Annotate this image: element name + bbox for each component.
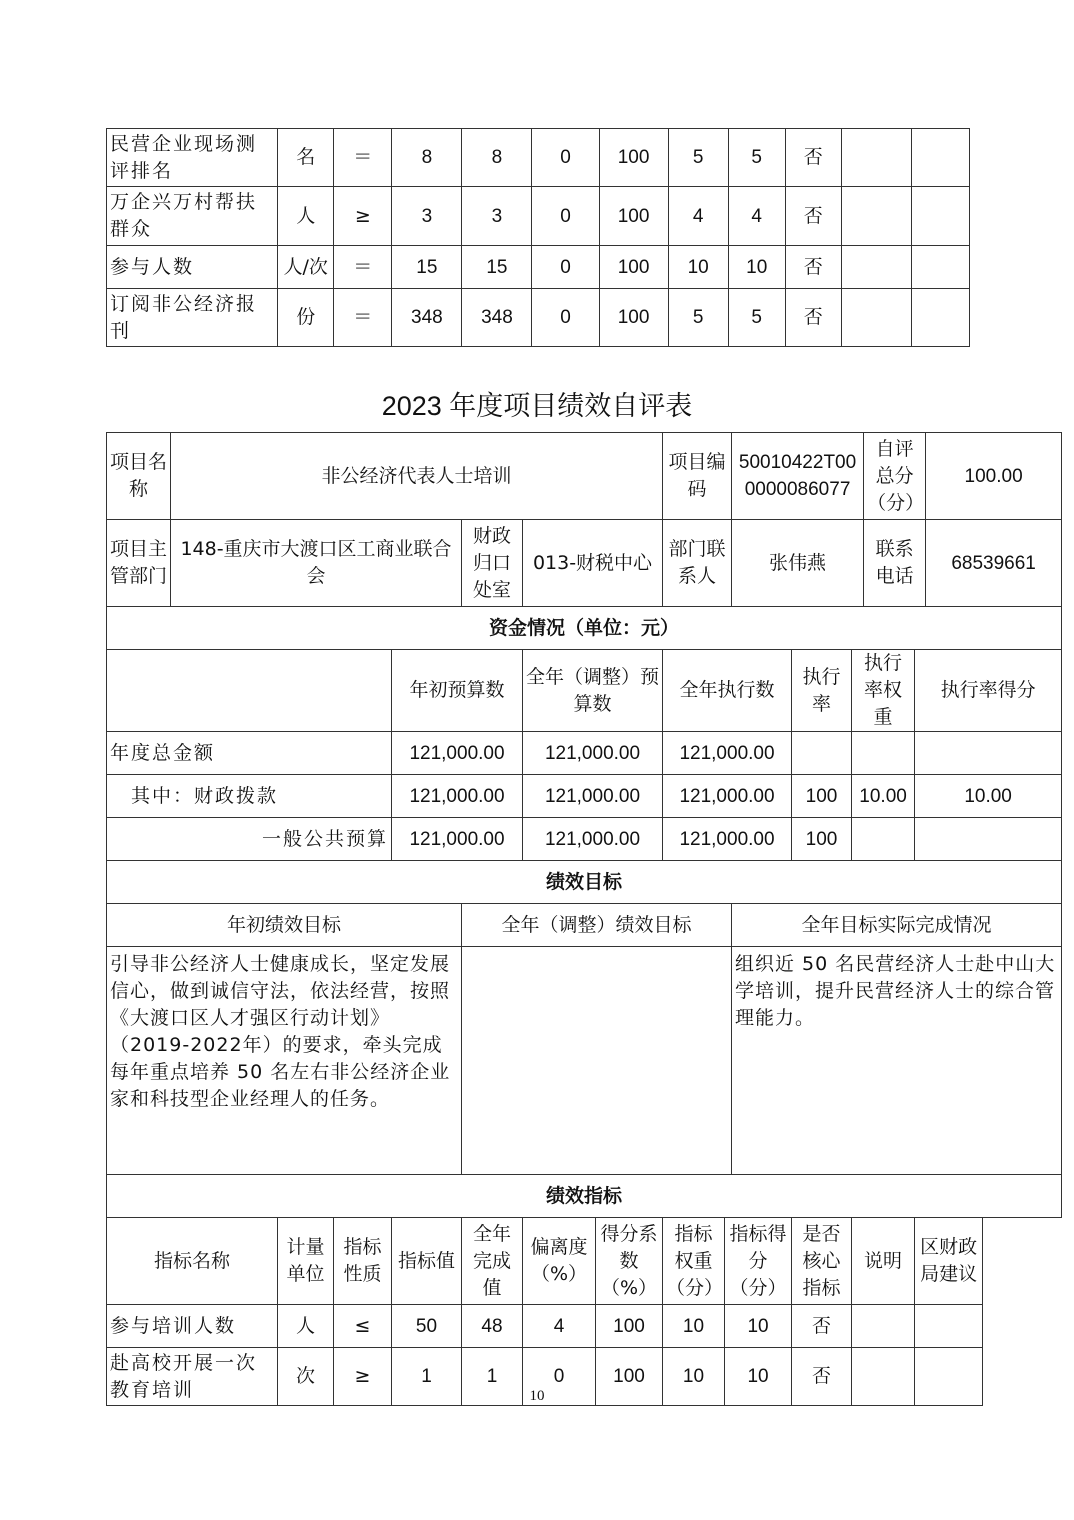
indicator-unit: 次 [278, 1348, 334, 1406]
funds-cell [915, 732, 1062, 775]
indicator-note [852, 1305, 915, 1348]
funds-header: 年初预算数 [392, 650, 523, 732]
indicator-name: 参与培训人数 [107, 1305, 278, 1348]
self-score: 100.00 [926, 433, 1062, 520]
indicator-note [841, 129, 911, 187]
indicator-actual: 8 [462, 129, 532, 187]
table-row [107, 818, 1062, 861]
funds-header: 执行率 [792, 650, 852, 732]
page-number: 10 [529, 1388, 545, 1404]
indicator-weight: 10 [668, 246, 728, 289]
adjusted-goal-text [462, 947, 732, 1175]
indicator-score: 5 [728, 289, 785, 347]
indicator-target: 15 [392, 246, 462, 289]
funds-cell: 100 [792, 775, 852, 818]
indicator-actual: 15 [462, 246, 532, 289]
indicator-nature: ＝ [334, 129, 392, 187]
indicator-score: 4 [728, 187, 785, 246]
funds-header: 执行率得分 [915, 650, 1062, 732]
indicator-header: 指标值 [392, 1218, 462, 1305]
table-row [107, 520, 1062, 607]
indicator-unit: 人 [278, 1305, 334, 1348]
page-title: 2023 年度项目绩效自评表 [381, 391, 693, 421]
indicator-coefficient: 100 [599, 246, 668, 289]
indicator-deviation: 0 [532, 129, 599, 187]
indicator-weight: 10 [663, 1305, 725, 1348]
project-code-label: 项目编码 [663, 433, 732, 520]
indicator-header: 全年完成值 [462, 1218, 523, 1305]
funds-cell: 121,000.00 [392, 775, 523, 818]
funds-cell: 10.00 [852, 775, 915, 818]
indicator-weight: 4 [668, 187, 728, 246]
table-row [107, 650, 1062, 732]
table-row [107, 187, 970, 246]
phone-label: 联系电话 [864, 520, 926, 607]
funds-cell: 121,000.00 [523, 818, 663, 861]
finance-office: 013-财税中心 [523, 520, 663, 607]
indicator-name: 赴高校开展一次教育培训 [107, 1348, 278, 1406]
indicator-score: 10 [725, 1305, 792, 1348]
funds-cell: 121,000.00 [663, 818, 792, 861]
goals-header: 全年目标实际完成情况 [732, 904, 1062, 947]
indicator-actual: 3 [462, 187, 532, 246]
indicator-advice [911, 246, 969, 289]
goals-section-title: 绩效目标 [107, 861, 1062, 904]
indicator-header: 计量单位 [278, 1218, 334, 1305]
indicator-header: 是否核心指标 [792, 1218, 852, 1305]
phone: 68539661 [926, 520, 1062, 607]
indicator-coefficient: 100 [596, 1305, 663, 1348]
table-row [107, 246, 970, 289]
indicator-core: 否 [792, 1305, 852, 1348]
funds-row-label: 一般公共预算 [107, 818, 392, 861]
indicator-score: 10 [725, 1348, 792, 1406]
indicator-coefficient: 100 [599, 129, 668, 187]
indicator-weight: 10 [663, 1348, 725, 1406]
table-row [107, 1175, 1062, 1218]
dept: 148-重庆市大渡口区工商业联合会 [171, 520, 462, 607]
indicator-actual: 1 [462, 1348, 523, 1406]
indicator-coefficient: 100 [599, 187, 668, 246]
contact-label: 部门联系人 [663, 520, 732, 607]
indicator-score: 5 [728, 129, 785, 187]
table-row [107, 861, 1062, 904]
indicator-header: 偏离度（%） [523, 1218, 596, 1305]
funds-header: 执行率权重 [852, 650, 915, 732]
funds-cell: 121,000.00 [663, 775, 792, 818]
project-name: 非公经济代表人士培训 [171, 433, 663, 520]
indicator-weight: 5 [668, 129, 728, 187]
funds-cell [915, 818, 1062, 861]
indicator-deviation: 0 [532, 246, 599, 289]
goals-header: 全年（调整）绩效目标 [462, 904, 732, 947]
indicator-name: 参与人数 [107, 246, 278, 289]
indicator-nature: ＝ [334, 246, 392, 289]
table-row [107, 1305, 1062, 1348]
indicator-unit: 名 [278, 129, 334, 187]
project-code: 50010422T000000086077 [732, 433, 864, 520]
project-name-label: 项目名称 [107, 433, 171, 520]
funds-cell [852, 732, 915, 775]
indicator-core: 否 [792, 1348, 852, 1406]
indicator-unit: 人 [278, 187, 334, 246]
indicator-coefficient: 100 [599, 289, 668, 347]
funds-cell: 121,000.00 [392, 818, 523, 861]
indicator-table-continued [106, 128, 970, 347]
indicator-header: 说明 [852, 1218, 915, 1305]
indicator-weight: 5 [668, 289, 728, 347]
indicator-actual: 348 [462, 289, 532, 347]
initial-goal-text: 引导非公经济人士健康成长，坚定发展信心，做到诚信守法，依法经营，按照《大渡口区人才强区行动计划》（2019-2022年）的要求，牵头完成每年重点培养 50 名左右非公经济企业家和科技型企业经理人的任务。 [107, 947, 462, 1175]
indicator-nature: ≥ [334, 187, 392, 246]
funds-header: 全年（调整）预算数 [523, 650, 663, 732]
indicator-target: 50 [392, 1305, 462, 1348]
table-row [107, 775, 1062, 818]
indicator-core: 否 [785, 187, 841, 246]
dept-label: 项目主管部门 [107, 520, 171, 607]
funds-cell: 121,000.00 [663, 732, 792, 775]
indicator-header: 指标性质 [334, 1218, 392, 1305]
indicator-deviation: 4 [523, 1305, 596, 1348]
indicator-name: 订阅非公经济报刊 [107, 289, 278, 347]
funds-cell: 121,000.00 [523, 732, 663, 775]
indicator-header: 指标名称 [107, 1218, 278, 1305]
indicator-advice [911, 187, 969, 246]
funds-cell: 121,000.00 [523, 775, 663, 818]
funds-cell: 10.00 [915, 775, 1062, 818]
actual-completion-text: 组织近 50 名民营经济人士赴中山大学培训，提升民营经济人士的综合管理能力。 [732, 947, 1062, 1175]
indicator-deviation: 0 [532, 289, 599, 347]
table-row [107, 607, 1062, 650]
funds-cell: 121,000.00 [392, 732, 523, 775]
indicator-actual: 48 [462, 1305, 523, 1348]
self-evaluation-table [106, 432, 1062, 1406]
table-row [107, 129, 970, 187]
indicator-core: 否 [785, 129, 841, 187]
indicator-target: 3 [392, 187, 462, 246]
indicator-name: 万企兴万村帮扶群众 [107, 187, 278, 246]
table-row [107, 904, 1062, 947]
indicator-coefficient: 100 [596, 1348, 663, 1406]
indicator-deviation: 0 [523, 1348, 596, 1406]
funds-cell [852, 818, 915, 861]
self-score-label: 自评总分（分） [864, 433, 926, 520]
table-row [107, 1218, 1062, 1305]
indicator-note [841, 289, 911, 347]
funds-cell: 100 [792, 818, 852, 861]
indicator-header: 得分系数（%） [596, 1218, 663, 1305]
goals-header: 年初绩效目标 [107, 904, 462, 947]
table-row [107, 947, 1062, 1175]
indicator-core: 否 [785, 289, 841, 347]
indicator-advice [915, 1305, 983, 1348]
table-row [107, 433, 1062, 520]
indicator-advice [911, 289, 969, 347]
contact: 张伟燕 [732, 520, 864, 607]
indicator-header: 指标得分（分） [725, 1218, 792, 1305]
indicator-unit: 人/次 [278, 246, 334, 289]
indicator-target: 348 [392, 289, 462, 347]
indicator-nature: ≤ [334, 1305, 392, 1348]
indicator-advice [911, 129, 969, 187]
finance-office-label: 财政归口处室 [462, 520, 523, 607]
indicator-unit: 份 [278, 289, 334, 347]
indicator-header: 区财政局建议 [915, 1218, 983, 1305]
indicator-core: 否 [785, 246, 841, 289]
indicator-target: 8 [392, 129, 462, 187]
indicator-deviation: 0 [532, 187, 599, 246]
indicator-nature: ≥ [334, 1348, 392, 1406]
indicator-name: 民营企业现场测评排名 [107, 129, 278, 187]
funds-section-title: 资金情况（单位：元） [107, 607, 1062, 650]
table-row [107, 732, 1062, 775]
funds-row-label: 其中：财政拨款 [107, 775, 392, 818]
indicator-target: 1 [392, 1348, 462, 1406]
indicators-section-title: 绩效指标 [107, 1175, 1062, 1218]
table-row [107, 289, 970, 347]
indicator-note [841, 246, 911, 289]
indicator-score: 10 [728, 246, 785, 289]
funds-cell [792, 732, 852, 775]
indicator-header: 指标权重（分） [663, 1218, 725, 1305]
funds-row-label: 年度总金额 [107, 732, 392, 775]
funds-header: 全年执行数 [663, 650, 792, 732]
indicator-nature: ＝ [334, 289, 392, 347]
indicator-note [841, 187, 911, 246]
